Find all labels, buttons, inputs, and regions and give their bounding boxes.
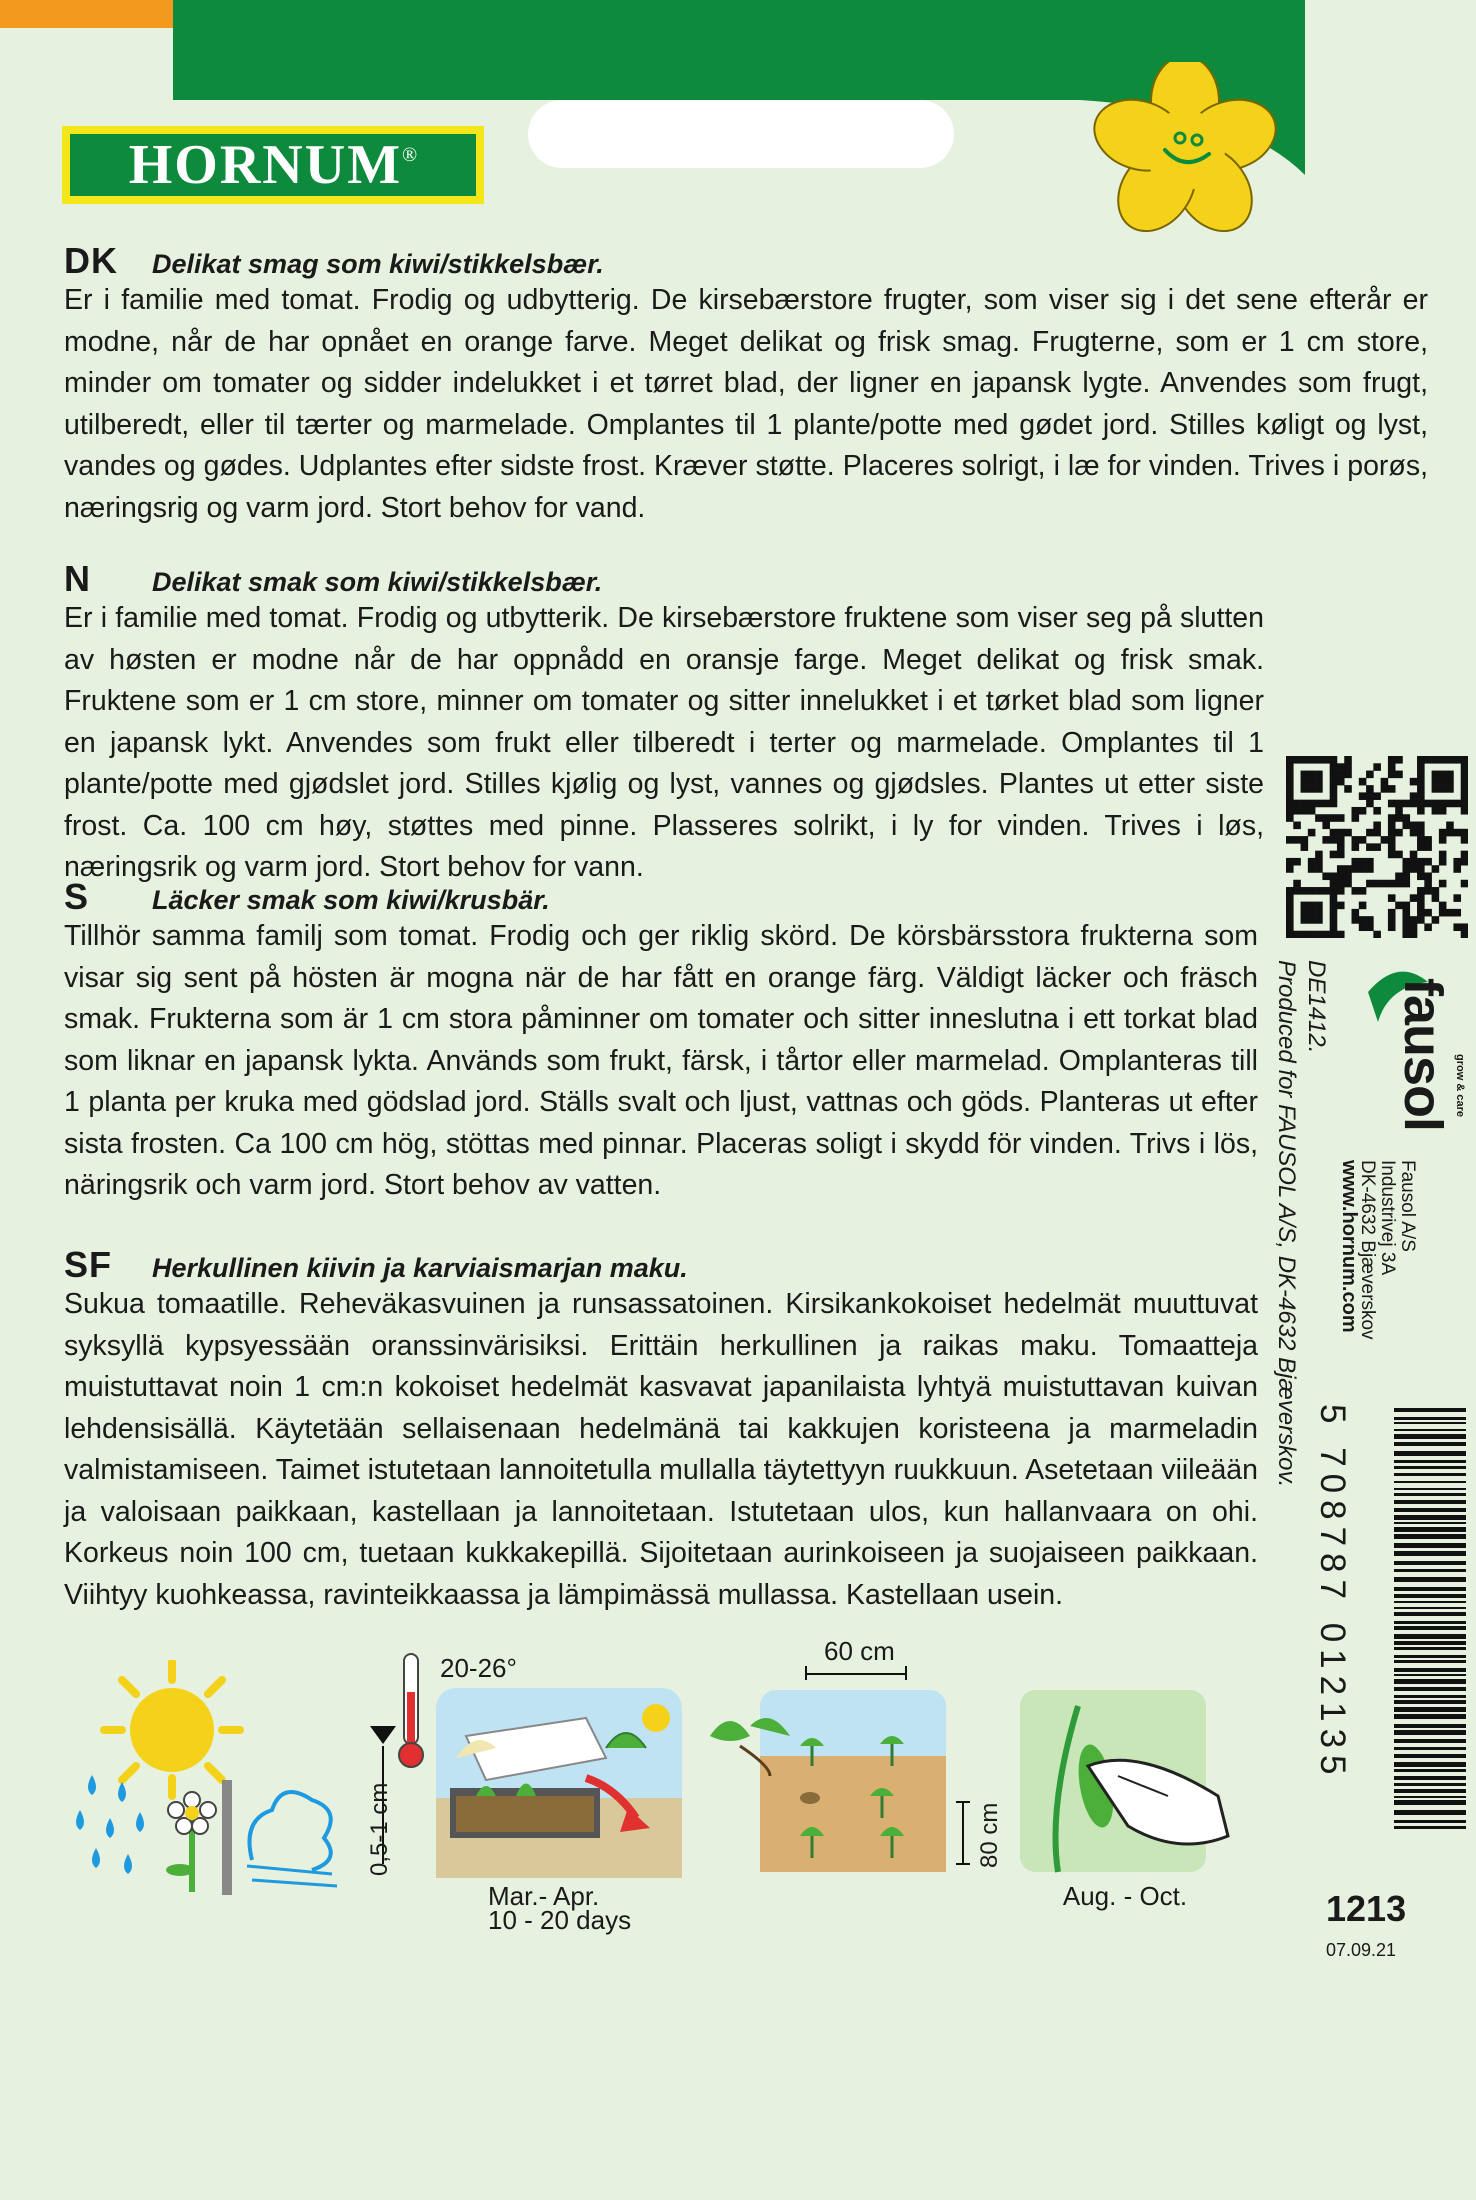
barcode-digits: 5 708787 012135	[1313, 1404, 1352, 1782]
fausol-logo	[1358, 962, 1468, 1142]
item-number: 1213	[1326, 1888, 1407, 1929]
print-date: 07.09.21	[1326, 1940, 1397, 1960]
logo-text: HORNUM	[128, 134, 403, 196]
harvest-period: Aug. - Oct.	[1062, 1881, 1188, 1911]
lang-body: Tillhör samma familj som tomat. Frodig och ger riklig skörd. De körsbärsstora frukterna som visar sig sent på hösten är mogna när de har fått en orange färg. Väldigt läcker och fräsch smak. Frukterna som är 1 cm stora påminner om tomater och sitter inneslutna i ett torkat blad som liknar en japansk lykta. Används som frukt, färsk, i tårtor eller marmelad. Omplanteras till 1 planta per kruka med gödslad jord. Ställs svalt och ljust, vattnas och göds. Planteras ut efter sista frosten. Ca 100 cm hög, stöttas med pinnar. Placeras soligt i skydd för vinden. Trivs i lös, näringsrik och varm jord. Stort behov av vatten.	[64, 920, 1258, 1201]
company-name: Fausol A/S	[1397, 1160, 1418, 1252]
lang-code: S	[64, 876, 90, 917]
lang-body: Er i familie med tomat. Frodig og utbytterik. De kirsebærstore fruktene som viser seg på slutten av høsten er modne når de har oppnådd en oransje farge. Meget delikat og frisk smak. Fruktene som er 1 cm store, minner om tomater og sitter innelukket i et tørket blad som ligner en japansk lykt. Anvendes som frukt eller tilberedt i terter og marmelade. Omplantes til 1 plante/potte med gjødslet jord. Stilles kjølig og lyst, vannes og gjødsles. Plantes ut etter siste frost. Ca. 100 cm høy, støttes med pinne. Plasseres solrikt, i ly for vinden. Trives i løs, næringsrik og varm jord. Stort behov for vann.	[64, 602, 1264, 883]
lang-code: N	[64, 558, 91, 599]
lang-body: Sukua tomaatille. Reheväkasvuinen ja runsassatoinen. Kirsikankokoiset hedelmät muuttuvat syksyllä kypsyessään oranssinvärisiksi. Erittäin herkullinen ja raikas maku. Tomaatteja muistuttavat noin 1 cm:n kokoiset hedelmät kasvavat japanilaista lyhtyä muistuttavan kuivan lehdensisällä. Käytetään sellaisenaan hedelmänä tai kakkujen koristeena ja marmeladin valmistamiseen. Taimet istutetaan lannoitetulla mullalla täytettyyn ruukkuun. Asetetaan viileään ja valoisaan paikkaan, kastellaan ja lannoitetaan. Istutetaan ulos, kun hallanvaara on ohi. Korkeus noin 100 cm, tuetaan kukkakepillä. Sijoitetaan aurinkoiseen ja suojaiseen paikkaan. Viihtyy kuohkeassa, ravinteikkaassa ja lämpimässä mullassa. Kastellaan usein.	[64, 1288, 1258, 1611]
label-blank	[528, 100, 954, 168]
spacing-bracket-icon	[802, 1664, 910, 1682]
section-dk	[64, 240, 1428, 529]
produced-for: Produced for FAUSOL A/S, DK-4632 Bjæverskov.	[1273, 960, 1300, 1488]
germination-time: 10 - 20 days	[488, 1905, 632, 1935]
company-website: www.hornum.com	[1338, 1160, 1360, 1333]
fausol-tagline: grow & care	[1454, 1054, 1466, 1117]
section-s	[64, 876, 1258, 1207]
spacing-label: 60 cm	[824, 1636, 895, 1666]
sun-rain-wind-icon	[62, 1660, 348, 1900]
section-n	[64, 558, 1428, 889]
lang-code: SF	[64, 1244, 113, 1285]
sowing-period: Mar.- Apr.	[488, 1881, 600, 1911]
hornum-logo	[62, 126, 484, 204]
lang-subtitle: Delikat smak som kiwi/stikkelsbær.	[152, 567, 603, 597]
fausol-wordmark: fausol	[1393, 978, 1453, 1132]
sowing-tray-icon	[406, 1688, 682, 1878]
temperature-label: 20-26°	[440, 1653, 517, 1683]
lang-subtitle: Läcker smak som kiwi/krusbär.	[152, 885, 550, 915]
company-address: Industrivej 3A	[1377, 1160, 1398, 1276]
product-code: DE1412.	[1303, 960, 1330, 1054]
row-spacing-label: 80 cm	[976, 1802, 1003, 1868]
harvest-icon	[1018, 1686, 1238, 1876]
barcode	[1348, 1404, 1468, 1840]
lang-subtitle: Delikat smag som kiwi/stikkelsbær.	[152, 249, 604, 279]
depth-label: 0,5-1 cm	[366, 1782, 393, 1876]
registered-mark: ®	[402, 144, 418, 166]
qr-code	[1286, 756, 1468, 938]
company-postal: DK-4632 Bjæverskov	[1357, 1160, 1378, 1340]
section-sf	[64, 1244, 1258, 1616]
planting-spacing-icon	[700, 1686, 950, 1876]
lang-subtitle: Herkullinen kiivin ja karviaismarjan maku.	[152, 1253, 688, 1283]
row-spacing-bracket-icon	[954, 1800, 972, 1866]
lang-code: DK	[64, 240, 118, 281]
lang-body: Er i familie med tomat. Frodig og udbytterig. De kirsebærstore frugter, som viser sig i det sene efterår er modne, når de har opnået en orange farve. Meget delikat og frisk smag. Frugterne, som er 1 cm store, minder om tomater og sidder indelukket i et tørret blad, der ligner en japansk lygte. Anvendes som frugt, utilberedt, eller til tærter og marmelade. Omplantes til 1 plante/potte med gødet jord. Stilles køligt og lyst, vandes og gødes. Udplantes efter sidste frost. Kræver støtte. Placeres solrigt, i læ for vinden. Trives i porøs, næringsrig og varm jord. Stort behov for vand.	[64, 284, 1428, 524]
smiling-flower-icon	[1080, 62, 1290, 232]
